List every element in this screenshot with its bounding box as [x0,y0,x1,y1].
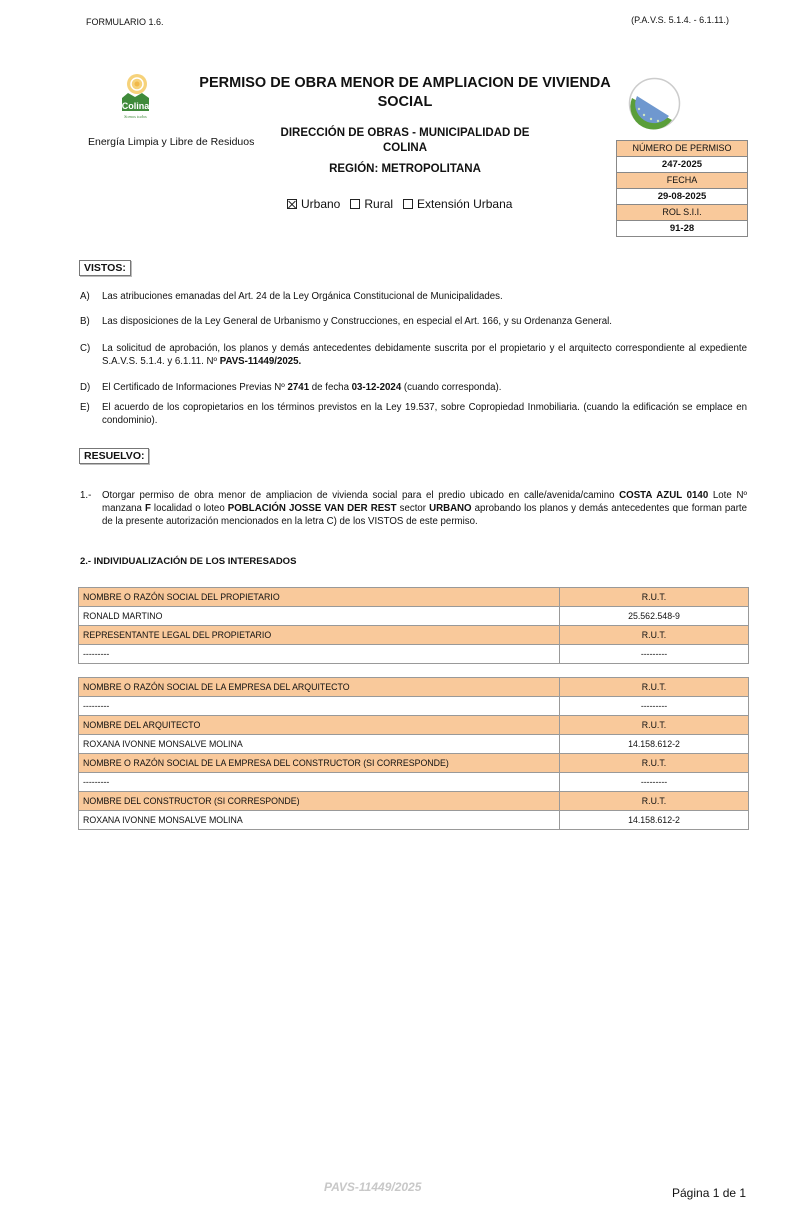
table-row: ROXANA IVONNE MONSALVE MOLINA 14.158.612-2 [79,735,749,754]
item-text: Las atribuciones emanadas del Art. 24 de la Ley Orgánica Constitucional de Municipalidades. [102,291,503,302]
colina-logo-icon [115,72,155,122]
table-row: NOMBRE DEL ARQUITECTO R.U.T. [79,716,749,735]
form-code: FORMULARIO 1.6. [86,17,164,27]
footer-expediente-code: PAVS-11449/2025 [324,1180,422,1194]
svg-text:Somos todos: Somos todos [124,114,147,119]
professionals-table [78,677,749,830]
cip-number: 2741 [287,382,310,393]
item-text: La solicitud de aprobación, los planos y demás antecedentes debidamente suscrita por el propietario y el arquitecto correspondiente al expediente S.A.V.S. 5.1.4. y 6.1.11. Nº PAVS-11449/2025. [102,343,747,367]
department-title: DIRECCIÓN DE OBRAS - MUNICIPALIDAD DE COLINA [280,127,530,154]
visto-c [80,342,747,368]
item-text: El acuerdo de los copropietarios en los términos previstos en la Ley 19.537, sobre Copropiedad Inmobiliaria. (cuando la edificación se emplace en condominio). [102,402,747,426]
item-text: Otorgar permiso de obra menor de ampliacion de vivienda social para el predio ubicado en calle/avenida/camino COSTA AZUL 0140 Lote Nº manzana F localidad o loteo POBLACIÓN JOSSE VAN DER REST sector URBANO aprobando los planos y demás antecedentes que forman parte de la presente autorización mencionados en la letra C) de los VISTOS de este permiso. [102,490,747,527]
zone-label: Extensión Urbana [417,197,513,211]
resuelvo-item-1 [80,489,747,528]
table-row: NOMBRE O RAZÓN SOCIAL DEL PROPIETARIO R.U.T. [79,588,749,607]
item-number: 1.- [80,490,92,501]
table-row: NOMBRE DEL CONSTRUCTOR (SI CORRESPONDE) R.U.T. [79,792,749,811]
page-number: Página 1 de 1 [672,1186,747,1200]
date-label: FECHA [617,173,747,189]
cip-date: 03-12-2024 [351,382,402,393]
slogan: Energía Limpia y Libre de Residuos [88,136,255,148]
zone-urbano[interactable] [287,197,340,211]
expediente-number: PAVS-11449/2025. [219,356,302,367]
item-letter: E) [80,402,90,413]
permit-number-label: NÚMERO DE PERMISO [617,141,747,157]
seal-logo [627,76,682,131]
permit-info-box [616,140,748,237]
table-row: --------- --------- [79,697,749,716]
zone-extension-urbana[interactable] [403,197,512,211]
resuelvo-heading: RESUELVO: [79,448,149,464]
item-letter: A) [80,291,90,302]
checkbox-checked-icon[interactable] [287,199,297,209]
zone-options [287,197,512,211]
page-title: PERMISO DE OBRA MENOR DE AMPLIACION DE VIVIENDA SOCIAL [199,75,611,110]
item-text: Las disposiciones de la Ley General de Urbanismo y Construcciones, en especial el Art. 166, y su Ordenanza General. [102,316,612,327]
item-letter: C) [80,343,91,354]
checkbox-empty-icon[interactable] [403,199,413,209]
manzana: F [144,503,151,514]
permit-number-value: 247-2025 [617,157,747,173]
visto-b [80,315,747,328]
table-row: REPRESENTANTE LEGAL DEL PROPIETARIO R.U.T. [79,626,749,645]
table-row: RONALD MARTINO 25.562.548-9 [79,607,749,626]
address: COSTA AZUL 0140 [619,490,709,501]
rol-label: ROL S.I.I. [617,205,747,221]
sector: URBANO [429,503,472,514]
zone-label: Urbano [301,197,341,211]
visto-d [80,381,747,394]
table-row: NOMBRE O RAZÓN SOCIAL DE LA EMPRESA DEL ARQUITECTO R.U.T. [79,678,749,697]
zone-label: Rural [364,197,394,211]
item-letter: D) [80,382,91,393]
table-row: NOMBRE O RAZÓN SOCIAL DE LA EMPRESA DEL CONSTRUCTOR (SI CORRESPONDE) R.U.T. [79,754,749,773]
table-row: ROXANA IVONNE MONSALVE MOLINA 14.158.612-2 [79,811,749,830]
date-value: 29-08-2025 [617,189,747,205]
environmental-seal-icon [627,76,682,131]
owner-table [78,587,749,664]
visto-e [80,401,747,427]
item-text: El Certificado de Informaciones Previas Nº 2741 de fecha 03-12-2024 (cuando corresponda). [102,382,502,393]
vistos-heading: VISTOS: [79,260,131,276]
item-letter: B) [80,316,90,327]
form-reference: (P.A.V.S. 5.1.4. - 6.1.11.) [631,15,729,25]
svg-text:Colina: Colina [121,101,150,111]
interesados-heading: 2.- INDIVIDUALIZACIÓN DE LOS INTERESADOS [80,556,297,567]
checkbox-empty-icon[interactable] [350,199,360,209]
visto-a [80,290,747,303]
zone-rural[interactable] [350,197,393,211]
region-label: REGIÓN: METROPOLITANA [329,163,481,175]
table-row: --------- --------- [79,645,749,664]
table-row: --------- --------- [79,773,749,792]
colina-logo [115,72,155,122]
loteo: POBLACIÓN JOSSE VAN DER REST [227,503,397,514]
rol-value: 91-28 [617,221,747,236]
